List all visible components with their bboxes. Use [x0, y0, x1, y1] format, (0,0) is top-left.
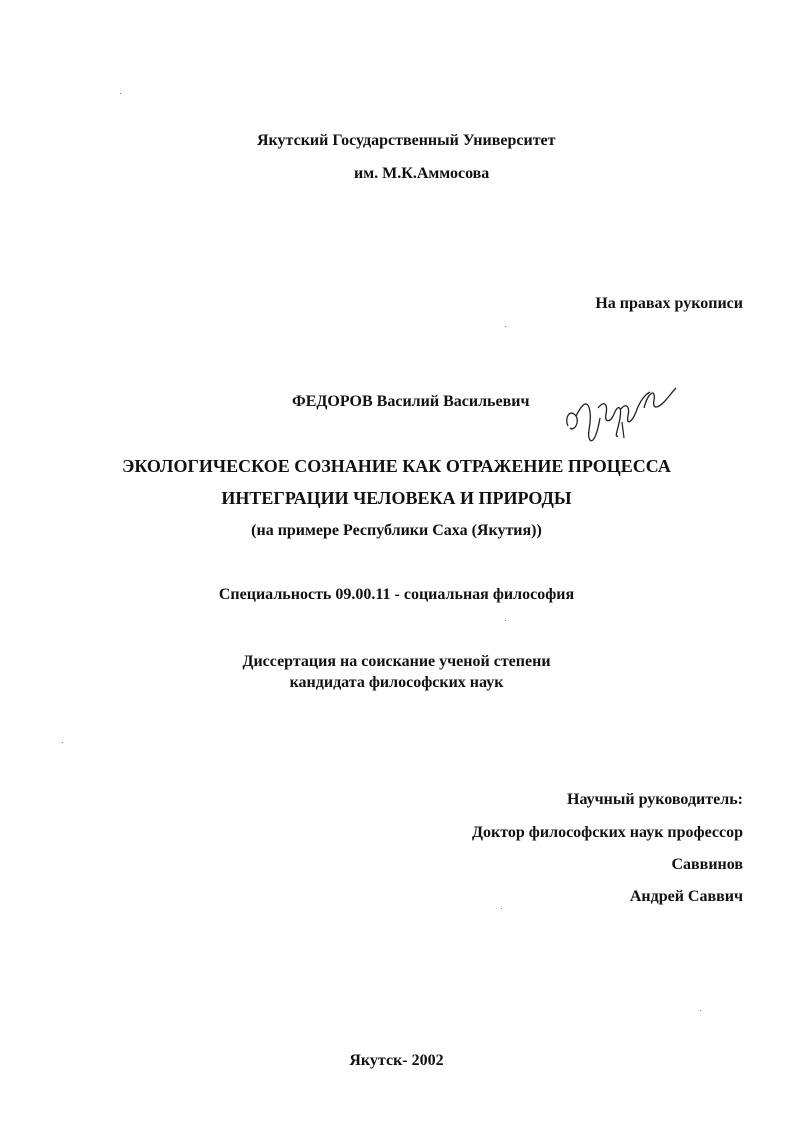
university-named-after: им. М.К.Аммосова	[354, 165, 490, 182]
title-subtitle: (на примере Республики Саха (Якутия))	[251, 522, 542, 539]
supervisor-surname: Саввинов	[671, 856, 743, 873]
specialty: Специальность 09.00.11 - социальная философия	[218, 586, 575, 603]
scan-speck	[120, 93, 121, 94]
title-line-2: ИНТЕГРАЦИИ ЧЕЛОВЕКА И ПРИРОДЫ	[221, 488, 572, 508]
author-name: ФЕДОРОВ Василий Васильевич	[292, 393, 530, 410]
supervisor-label: Научный руководитель:	[567, 791, 743, 808]
title-line-1: ЭКОЛОГИЧЕСКОЕ СОЗНАНИЕ КАК ОТРАЖЕНИЕ ПРОЦЕССА	[122, 456, 671, 476]
supervisor-title: Доктор философских наук профессор	[472, 824, 743, 841]
scan-speck	[505, 326, 506, 327]
scan-speck	[505, 620, 506, 621]
place-year: Якутск- 2002	[349, 1052, 444, 1069]
author-signature	[560, 378, 680, 448]
degree-line-1: Диссертация на соискание ученой степени	[242, 653, 551, 670]
degree-line-2: кандидата философских наук	[289, 674, 504, 691]
scan-speck	[501, 908, 502, 909]
supervisor-given-names: Андрей Саввич	[629, 888, 743, 905]
scan-speck	[700, 1010, 701, 1011]
scan-speck	[62, 742, 63, 743]
university-name: Якутский Государственный Университет	[257, 132, 556, 149]
manuscript-note: На правах рукописи	[595, 295, 743, 312]
